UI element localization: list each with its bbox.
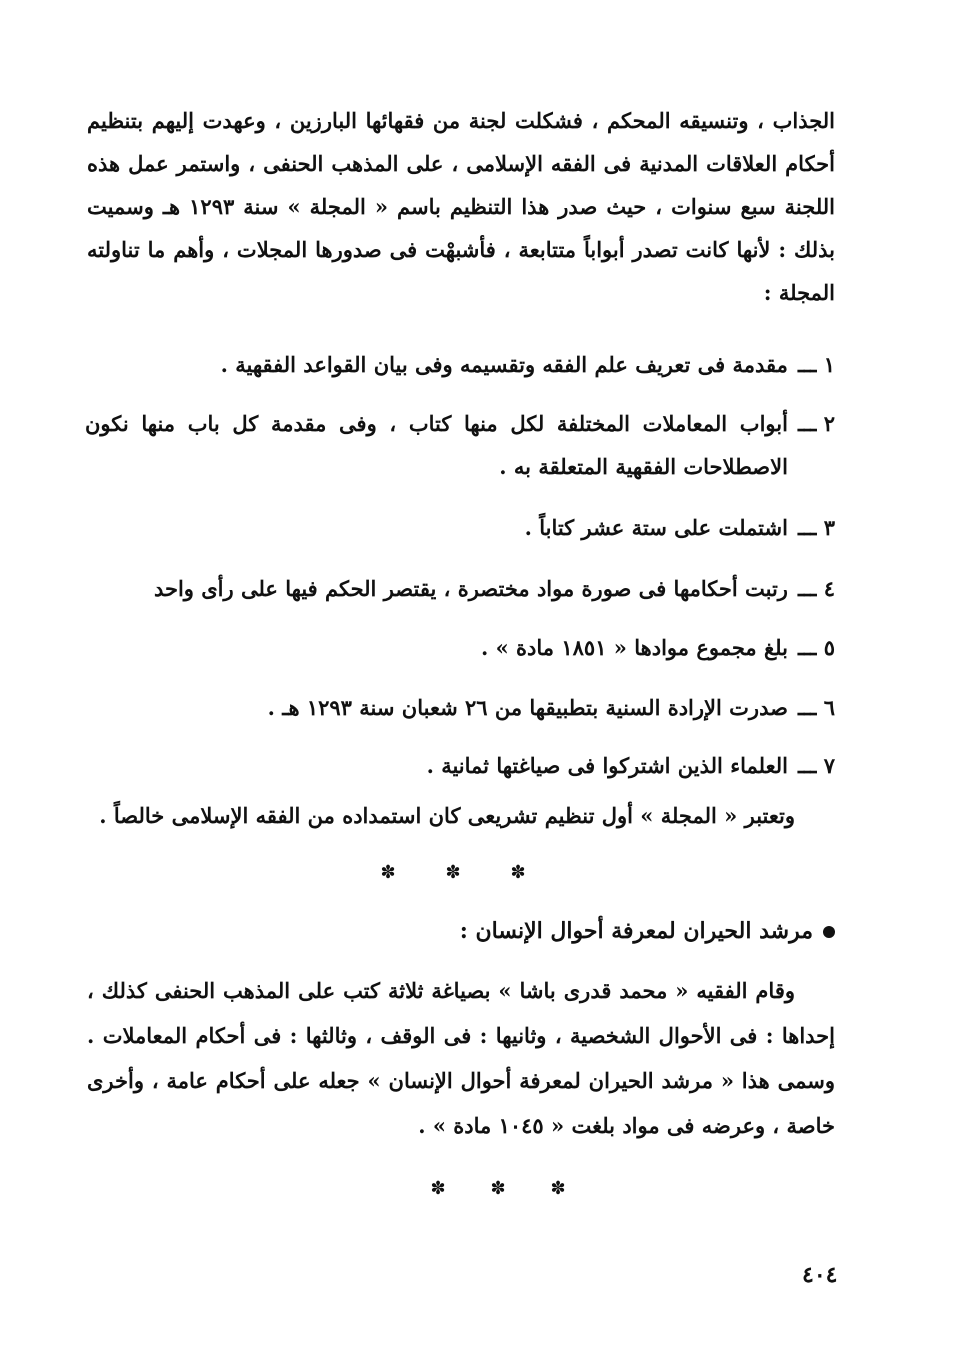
section-heading-text: مرشد الحيران لمعرفة أحوال الإنسان : bbox=[459, 918, 813, 944]
list-item-number: ٣ ـــ bbox=[797, 515, 835, 540]
list-item bbox=[85, 343, 835, 386]
list-item-number: ٦ ـــ bbox=[797, 695, 835, 720]
list-item-number: ١ ـــ bbox=[797, 352, 835, 377]
list-item bbox=[85, 506, 835, 549]
list-item-text: أبواب المعاملات المختلفة لكل منها كتاب ، وفى مقدمة كل باب منها نكون الاصطلاحات الفقهية المتعلقة به . bbox=[85, 411, 788, 479]
section-body: وقام الفقيه « محمد قدرى باشا » بصياغة ثلاثة كتب على المذهب الحنفى كذلك ، إحداها : فى الأحوال الشخصية ، وثانيها : فى الوقف ، وثالثها : فى أحكام المعاملات . وسمى هذا « مرشد الحيران لمعرفة أحوال الإنسان » جعله على أحكام عامة ، وأخرى خاصة ، وعرضه فى مواد بلغت « ١٠٤٥ مادة » . bbox=[87, 978, 835, 1138]
list-item-text: بلغ مجموع موادها « ١٨٥١ مادة » . bbox=[481, 635, 788, 660]
section-heading bbox=[460, 910, 835, 953]
list-item-text: مقدمة فى تعريف علم الفقه وتقسيمه وفى بيان القواعد الفقهية . bbox=[220, 352, 788, 377]
list-item-number: ٤ ـــ bbox=[797, 576, 835, 601]
list-item-number: ٧ ـــ bbox=[797, 753, 835, 778]
list-item-text: العلماء الذين اشتركوا فى صياغتها ثمانية . bbox=[426, 753, 788, 778]
list-item-text: صدرت الإرادة السنية بتطبيقها من ٢٦ شعبان سنة ١٢٩٣ هـ . bbox=[267, 695, 788, 720]
star-ornament-icon: ✽ bbox=[430, 1178, 446, 1199]
section-separator bbox=[428, 1178, 568, 1199]
list-item bbox=[85, 402, 835, 488]
section-separator bbox=[378, 862, 528, 883]
list-item-text: اشتملت على ستة عشر كتاباً . bbox=[524, 515, 788, 540]
list-item bbox=[85, 686, 835, 729]
intro-paragraph: الجذاب ، وتنسيقه المحكم ، فشكلت لجنة من فقهائها البارزين ، وعهدت إليهم بتنظيم أحكام العلاقات المدنية فى الفقه الإسلامى ، على المذهب الحنفى ، واستمر عمل هذه اللجنة سبع سنوات ، حيث صدر هذا التنظيم باسم « المجلة » سنة ١٢٩٣ هـ وسميت بذلك : لأنها كانت تصدر أبواباً متتابعة ، فأشبهْت فى صدورها المجلات ، وأهم ما تناولته المجلة : bbox=[87, 108, 835, 305]
list-item bbox=[85, 567, 835, 610]
star-ornament-icon: ✽ bbox=[380, 862, 396, 883]
list-item-number: ٢ ـــ bbox=[797, 411, 835, 436]
star-ornament-icon: ✽ bbox=[445, 862, 461, 883]
list-item-text: رتبت أحكامها فى صورة مواد مختصرة ، يقتصر الحكم فيها على رأى واحد bbox=[153, 576, 788, 601]
page-number: ٤٠٤ bbox=[802, 1262, 838, 1288]
bullet-icon bbox=[823, 926, 835, 938]
list-item-number: ٥ ـــ bbox=[797, 635, 835, 660]
closing-sentence: وتعتبر « المجلة » أول تنظيم تشريعى كان استمداده من الفقه الإسلامى خالصاً . bbox=[99, 803, 795, 828]
star-ornament-icon: ✽ bbox=[550, 1178, 566, 1199]
list-item bbox=[85, 626, 835, 669]
list-item bbox=[85, 744, 835, 787]
star-ornament-icon: ✽ bbox=[490, 1178, 506, 1199]
star-ornament-icon: ✽ bbox=[510, 862, 526, 883]
